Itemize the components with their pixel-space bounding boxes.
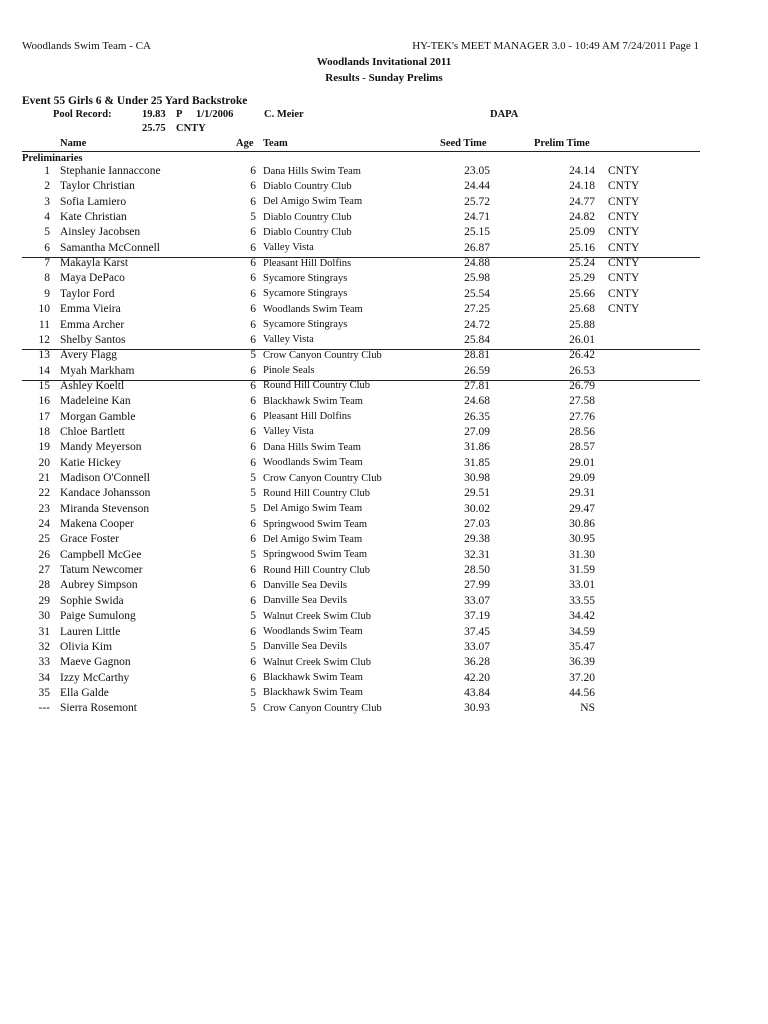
table-row bbox=[0, 426, 768, 441]
result-team: Pleasant Hill Dolfins bbox=[263, 411, 352, 423]
result-seed-time: 30.02 bbox=[464, 502, 490, 515]
result-qualifier: CNTY bbox=[608, 165, 640, 177]
result-age: 6 bbox=[250, 195, 256, 208]
result-prelim-time: 25.68 bbox=[569, 303, 595, 316]
table-row bbox=[0, 641, 768, 656]
result-prelim-time: 35.47 bbox=[569, 640, 595, 653]
result-place: 34 bbox=[38, 671, 50, 684]
result-name: Emma Vieira bbox=[60, 303, 121, 316]
result-age: 5 bbox=[250, 686, 256, 699]
result-seed-time: 27.09 bbox=[464, 425, 490, 438]
result-age: 6 bbox=[250, 395, 256, 408]
result-place: 30 bbox=[38, 610, 50, 623]
result-prelim-time: 34.42 bbox=[569, 610, 595, 623]
section-label: Preliminaries bbox=[22, 153, 83, 164]
table-row bbox=[0, 518, 768, 533]
result-age: 5 bbox=[250, 702, 256, 715]
result-age: 6 bbox=[250, 333, 256, 346]
table-row bbox=[0, 226, 768, 241]
result-prelim-time: 26.53 bbox=[569, 364, 595, 377]
result-prelim-time: 33.01 bbox=[569, 579, 595, 592]
session-title: Results - Sunday Prelims bbox=[325, 72, 443, 84]
result-prelim-time: 44.56 bbox=[569, 686, 595, 699]
result-seed-time: 32.31 bbox=[464, 548, 490, 561]
table-row bbox=[0, 656, 768, 671]
result-age: 5 bbox=[250, 211, 256, 224]
result-age: 6 bbox=[250, 318, 256, 331]
result-place: 32 bbox=[38, 640, 50, 653]
result-qualifier: CNTY bbox=[608, 211, 640, 224]
result-place: 5 bbox=[44, 226, 50, 239]
result-seed-time: 27.03 bbox=[464, 518, 490, 531]
result-seed-time: 29.51 bbox=[464, 487, 490, 500]
result-team: Woodlands Swim Team bbox=[263, 626, 363, 637]
result-place: 18 bbox=[38, 425, 50, 438]
result-team: Walnut Creek Swim Club bbox=[263, 656, 371, 668]
result-place: 31 bbox=[38, 625, 50, 638]
result-team: Springwood Swim Team bbox=[263, 518, 368, 530]
table-row bbox=[0, 196, 768, 211]
result-seed-time: 25.54 bbox=[464, 287, 490, 300]
result-name: Morgan Gamble bbox=[60, 410, 136, 423]
result-prelim-time: 31.59 bbox=[569, 564, 595, 577]
result-name: Ella Galde bbox=[60, 686, 109, 699]
result-seed-time: 28.50 bbox=[464, 564, 490, 577]
result-prelim-time: 24.77 bbox=[569, 195, 595, 208]
result-name: Miranda Stevenson bbox=[60, 502, 150, 515]
pool-record-label: Pool Record: bbox=[53, 109, 112, 120]
result-age: 6 bbox=[250, 364, 256, 377]
result-name: Grace Foster bbox=[60, 533, 120, 546]
result-team: Dana Hills Swim Team bbox=[263, 165, 361, 177]
table-row bbox=[0, 272, 768, 287]
result-age: 6 bbox=[250, 257, 256, 270]
result-place: 16 bbox=[38, 395, 50, 408]
result-name: Izzy McCarthy bbox=[60, 671, 130, 684]
result-prelim-time: 24.18 bbox=[569, 180, 595, 193]
result-age: 6 bbox=[250, 625, 256, 638]
result-seed-time: 24.44 bbox=[464, 180, 490, 193]
table-row bbox=[0, 441, 768, 456]
result-name: Aubrey Simpson bbox=[60, 579, 138, 592]
result-place: 9 bbox=[44, 287, 50, 300]
result-seed-time: 37.45 bbox=[464, 625, 490, 638]
result-seed-time: 25.84 bbox=[464, 333, 490, 346]
column-age: Age bbox=[236, 138, 254, 149]
result-age: 5 bbox=[250, 548, 256, 561]
result-seed-time: 24.88 bbox=[464, 257, 490, 270]
result-seed-time: 26.59 bbox=[464, 364, 490, 377]
result-name: Shelby Santos bbox=[60, 333, 126, 346]
pool-record-holder: C. Meier bbox=[264, 109, 304, 120]
result-age: 5 bbox=[250, 610, 256, 623]
result-prelim-time: 25.66 bbox=[569, 287, 595, 300]
result-qualifier: CNTY bbox=[608, 180, 640, 193]
header-rule bbox=[22, 151, 700, 152]
table-row bbox=[0, 626, 768, 641]
result-place: 24 bbox=[38, 518, 50, 531]
table-row bbox=[0, 365, 768, 380]
result-name: Sierra Rosemont bbox=[60, 702, 137, 715]
header-right: HY-TEK's MEET MANAGER 3.0 - 10:49 AM 7/24/2011 Page 1 bbox=[412, 40, 699, 52]
result-place: 4 bbox=[44, 211, 50, 224]
result-place: 19 bbox=[38, 441, 50, 454]
result-seed-time: 36.28 bbox=[464, 656, 490, 669]
result-name: Paige Sumulong bbox=[60, 610, 136, 623]
result-prelim-time: 27.58 bbox=[569, 395, 595, 408]
result-prelim-time: 30.95 bbox=[569, 533, 595, 546]
result-place: 23 bbox=[38, 502, 50, 515]
result-prelim-time: 25.16 bbox=[569, 241, 595, 254]
result-team: Pleasant Hill Dolfins bbox=[263, 257, 352, 269]
table-row bbox=[0, 549, 768, 564]
result-team: Del Amigo Swim Team bbox=[263, 533, 363, 545]
column-prelim-time: Prelim Time bbox=[534, 138, 590, 149]
result-place: 29 bbox=[38, 594, 50, 607]
result-qualifier: CNTY bbox=[608, 241, 640, 254]
result-team: Crow Canyon Country Club bbox=[263, 349, 382, 361]
result-team: Danville Sea Devils bbox=[263, 579, 347, 591]
result-team: Sycamore Stingrays bbox=[263, 272, 348, 284]
result-name: Samantha McConnell bbox=[60, 241, 160, 254]
result-prelim-time: 28.56 bbox=[569, 425, 595, 438]
result-place: 10 bbox=[38, 303, 50, 316]
result-place: 28 bbox=[38, 579, 50, 592]
table-row bbox=[0, 564, 768, 579]
table-row bbox=[0, 411, 768, 426]
result-place: 33 bbox=[38, 656, 50, 669]
result-team: Danville Sea Devils bbox=[263, 641, 347, 653]
result-age: 6 bbox=[250, 579, 256, 592]
result-name: Ainsley Jacobsen bbox=[60, 226, 141, 239]
result-place: 35 bbox=[38, 686, 50, 699]
result-prelim-time: 27.76 bbox=[569, 410, 595, 423]
result-age: 6 bbox=[250, 594, 256, 607]
result-team: Valley Vista bbox=[263, 334, 314, 346]
result-prelim-time: 25.29 bbox=[569, 272, 595, 285]
result-name: Ashley Koeltl bbox=[60, 379, 125, 392]
result-team: Blackhawk Swim Team bbox=[263, 687, 363, 699]
result-age: 6 bbox=[250, 410, 256, 423]
result-name: Maeve Gagnon bbox=[60, 656, 131, 669]
result-team: Crow Canyon Country Club bbox=[263, 702, 382, 714]
result-place: 7 bbox=[44, 257, 50, 270]
result-prelim-time: 34.59 bbox=[569, 625, 595, 638]
result-team: Sycamore Stingrays bbox=[263, 288, 348, 300]
result-name: Makena Cooper bbox=[60, 518, 134, 531]
result-prelim-time: 25.24 bbox=[569, 257, 595, 270]
result-team: Del Amigo Swim Team bbox=[263, 196, 363, 208]
result-age: 6 bbox=[250, 518, 256, 531]
table-row bbox=[0, 610, 768, 625]
result-name: Campbell McGee bbox=[60, 548, 142, 561]
result-seed-time: 26.35 bbox=[464, 410, 490, 423]
table-row bbox=[0, 595, 768, 610]
table-row bbox=[0, 242, 768, 257]
table-row bbox=[0, 334, 768, 349]
pool-record-flag: P bbox=[176, 109, 183, 120]
result-team: Round Hill Country Club bbox=[263, 564, 371, 576]
result-place: 15 bbox=[38, 379, 50, 392]
result-seed-time: 42.20 bbox=[464, 671, 490, 684]
result-name: Taylor Ford bbox=[60, 287, 115, 300]
result-prelim-time: 26.01 bbox=[569, 333, 595, 346]
table-row bbox=[0, 349, 768, 364]
result-place: 17 bbox=[38, 410, 50, 423]
result-prelim-time: 36.39 bbox=[569, 656, 595, 669]
table-row bbox=[0, 303, 768, 318]
result-name: Madison O'Connell bbox=[60, 472, 150, 484]
result-place: 3 bbox=[44, 195, 50, 208]
table-row bbox=[0, 288, 768, 303]
result-prelim-time: NS bbox=[580, 702, 595, 715]
result-seed-time: 25.15 bbox=[464, 226, 490, 239]
column-seed-time: Seed Time bbox=[440, 138, 487, 149]
result-team: Diablo Country Club bbox=[263, 180, 352, 192]
result-place: 14 bbox=[38, 364, 50, 377]
result-team: Valley Vista bbox=[263, 242, 314, 254]
result-team: Crow Canyon Country Club bbox=[263, 472, 382, 484]
result-name: Tatum Newcomer bbox=[60, 564, 143, 577]
result-prelim-time: 30.86 bbox=[569, 518, 595, 531]
result-team: Woodlands Swim Team bbox=[263, 303, 363, 315]
heat-divider bbox=[22, 380, 700, 381]
result-team: Dana Hills Swim Team bbox=[263, 441, 361, 453]
result-qualifier: CNTY bbox=[608, 287, 640, 300]
result-seed-time: 27.25 bbox=[464, 303, 490, 316]
table-row bbox=[0, 457, 768, 472]
result-seed-time: 25.98 bbox=[464, 272, 490, 285]
result-place: 2 bbox=[44, 180, 50, 193]
heat-divider bbox=[22, 349, 700, 350]
result-team: Pinole Seals bbox=[263, 365, 315, 377]
meet-title: Woodlands Invitational 2011 bbox=[316, 56, 452, 68]
table-row bbox=[0, 487, 768, 502]
result-seed-time: 24.71 bbox=[464, 211, 490, 224]
result-seed-time: 28.81 bbox=[464, 349, 490, 362]
result-name: Myah Markham bbox=[60, 364, 135, 377]
event-title: Event 55 Girls 6 & Under 25 Yard Backstroke bbox=[22, 95, 248, 107]
result-seed-time: 24.68 bbox=[464, 395, 490, 408]
result-prelim-time: 26.79 bbox=[569, 379, 595, 392]
result-prelim-time: 24.82 bbox=[569, 211, 595, 224]
table-row bbox=[0, 472, 768, 487]
result-team: Blackhawk Swim Team bbox=[263, 395, 363, 407]
result-team: Danville Sea Devils bbox=[263, 595, 347, 607]
result-prelim-time: 29.09 bbox=[569, 472, 595, 484]
result-name: Stephanie Iannaccone bbox=[60, 165, 161, 177]
result-team: Woodlands Swim Team bbox=[263, 457, 363, 469]
result-team: Springwood Swim Team bbox=[263, 549, 368, 561]
result-age: 6 bbox=[250, 564, 256, 577]
result-place: 25 bbox=[38, 533, 50, 546]
result-prelim-time: 24.14 bbox=[569, 165, 595, 177]
result-age: 6 bbox=[250, 287, 256, 300]
result-age: 6 bbox=[250, 456, 256, 469]
result-age: 6 bbox=[250, 303, 256, 316]
result-age: 6 bbox=[250, 379, 256, 392]
result-prelim-time: 29.01 bbox=[569, 456, 595, 469]
result-age: 6 bbox=[250, 441, 256, 454]
result-age: 6 bbox=[250, 671, 256, 684]
table-row bbox=[0, 165, 768, 180]
result-prelim-time: 28.57 bbox=[569, 441, 595, 454]
result-prelim-time: 37.20 bbox=[569, 671, 595, 684]
result-name: Katie Hickey bbox=[60, 456, 121, 469]
result-qualifier: CNTY bbox=[608, 257, 640, 270]
result-place: 8 bbox=[44, 272, 50, 285]
standard-label: CNTY bbox=[176, 123, 206, 134]
result-age: 5 bbox=[250, 502, 256, 515]
column-name: Name bbox=[60, 138, 87, 149]
table-row bbox=[0, 503, 768, 518]
result-age: 6 bbox=[250, 180, 256, 193]
result-place: 27 bbox=[38, 564, 50, 577]
table-row bbox=[0, 579, 768, 594]
table-row bbox=[0, 319, 768, 334]
result-name: Lauren Little bbox=[60, 625, 121, 638]
result-prelim-time: 29.47 bbox=[569, 502, 595, 515]
result-seed-time: 37.19 bbox=[464, 610, 490, 623]
result-team: Round Hill Country Club bbox=[263, 487, 371, 499]
table-row bbox=[0, 533, 768, 548]
result-place: 20 bbox=[38, 456, 50, 469]
result-place: 6 bbox=[44, 241, 50, 254]
result-age: 6 bbox=[250, 425, 256, 438]
result-qualifier: CNTY bbox=[608, 303, 640, 316]
result-name: Avery Flagg bbox=[60, 349, 117, 362]
result-seed-time: 31.85 bbox=[464, 456, 490, 469]
result-age: 6 bbox=[250, 226, 256, 239]
result-place: 26 bbox=[38, 548, 50, 561]
table-row bbox=[0, 702, 768, 717]
table-row bbox=[0, 180, 768, 195]
result-team: Walnut Creek Swim Club bbox=[263, 610, 371, 622]
result-seed-time: 33.07 bbox=[464, 640, 490, 653]
result-prelim-time: 26.42 bbox=[569, 349, 595, 362]
result-team: Blackhawk Swim Team bbox=[263, 672, 363, 684]
result-seed-time: 33.07 bbox=[464, 594, 490, 607]
result-place: 13 bbox=[38, 349, 50, 362]
result-name: Sofia Lamiero bbox=[60, 195, 127, 208]
result-seed-time: 27.81 bbox=[464, 379, 490, 392]
result-qualifier: CNTY bbox=[608, 272, 640, 285]
result-place: 21 bbox=[38, 472, 50, 484]
result-seed-time: 27.99 bbox=[464, 579, 490, 592]
standard-time: 25.75 bbox=[142, 123, 166, 134]
result-team: Diablo Country Club bbox=[263, 211, 352, 223]
result-name: Madeleine Kan bbox=[60, 395, 131, 408]
result-seed-time: 25.72 bbox=[464, 195, 490, 208]
result-seed-time: 30.98 bbox=[464, 472, 490, 484]
result-age: 6 bbox=[250, 272, 256, 285]
table-row bbox=[0, 395, 768, 410]
result-place: 12 bbox=[38, 333, 50, 346]
result-seed-time: 43.84 bbox=[464, 686, 490, 699]
result-place: 11 bbox=[38, 318, 50, 331]
result-team: Valley Vista bbox=[263, 426, 314, 438]
result-prelim-time: 25.09 bbox=[569, 226, 595, 239]
heat-divider bbox=[22, 257, 700, 258]
result-age: 6 bbox=[250, 165, 256, 177]
table-row bbox=[0, 211, 768, 226]
result-age: 6 bbox=[250, 533, 256, 546]
result-team: Del Amigo Swim Team bbox=[263, 503, 363, 515]
column-team: Team bbox=[263, 138, 288, 149]
result-age: 5 bbox=[250, 349, 256, 362]
result-name: Maya DePaco bbox=[60, 272, 125, 285]
table-row bbox=[0, 257, 768, 272]
table-row bbox=[0, 672, 768, 687]
result-name: Taylor Christian bbox=[60, 180, 135, 193]
result-qualifier: CNTY bbox=[608, 195, 640, 208]
result-prelim-time: 33.55 bbox=[569, 594, 595, 607]
result-team: Sycamore Stingrays bbox=[263, 319, 348, 330]
result-name: Sophie Swida bbox=[60, 594, 124, 607]
result-prelim-time: 25.88 bbox=[569, 318, 595, 331]
result-seed-time: 24.72 bbox=[464, 318, 490, 331]
table-row bbox=[0, 380, 768, 395]
result-name: Olivia Kim bbox=[60, 640, 113, 653]
result-name: Chloe Bartlett bbox=[60, 425, 125, 438]
result-prelim-time: 31.30 bbox=[569, 548, 595, 561]
result-team: Diablo Country Club bbox=[263, 226, 352, 238]
result-place: 22 bbox=[38, 487, 50, 500]
result-seed-time: 30.93 bbox=[464, 702, 490, 715]
result-seed-time: 26.87 bbox=[464, 241, 490, 254]
result-seed-time: 31.86 bbox=[464, 441, 490, 454]
table-row bbox=[0, 687, 768, 702]
result-seed-time: 23.05 bbox=[464, 165, 490, 177]
pool-record-date: 1/1/2006 bbox=[196, 109, 234, 120]
result-age: 5 bbox=[250, 472, 256, 484]
result-name: Kandace Johansson bbox=[60, 487, 151, 500]
result-qualifier: CNTY bbox=[608, 226, 640, 239]
result-place: 1 bbox=[44, 165, 50, 177]
header-left: Woodlands Swim Team - CA bbox=[22, 40, 151, 52]
result-team: Round Hill Country Club bbox=[263, 380, 371, 392]
result-place: --- bbox=[38, 702, 50, 715]
result-name: Mandy Meyerson bbox=[60, 441, 142, 454]
result-age: 6 bbox=[250, 656, 256, 669]
result-seed-time: 29.38 bbox=[464, 533, 490, 546]
result-name: Kate Christian bbox=[60, 211, 127, 224]
result-age: 5 bbox=[250, 487, 256, 500]
result-name: Makayla Karst bbox=[60, 257, 129, 270]
result-age: 5 bbox=[250, 640, 256, 653]
result-name: Emma Archer bbox=[60, 318, 125, 331]
result-age: 6 bbox=[250, 241, 256, 254]
pool-record-time: 19.83 bbox=[142, 109, 166, 120]
pool-record-team: DAPA bbox=[490, 109, 519, 120]
result-prelim-time: 29.31 bbox=[569, 487, 595, 500]
